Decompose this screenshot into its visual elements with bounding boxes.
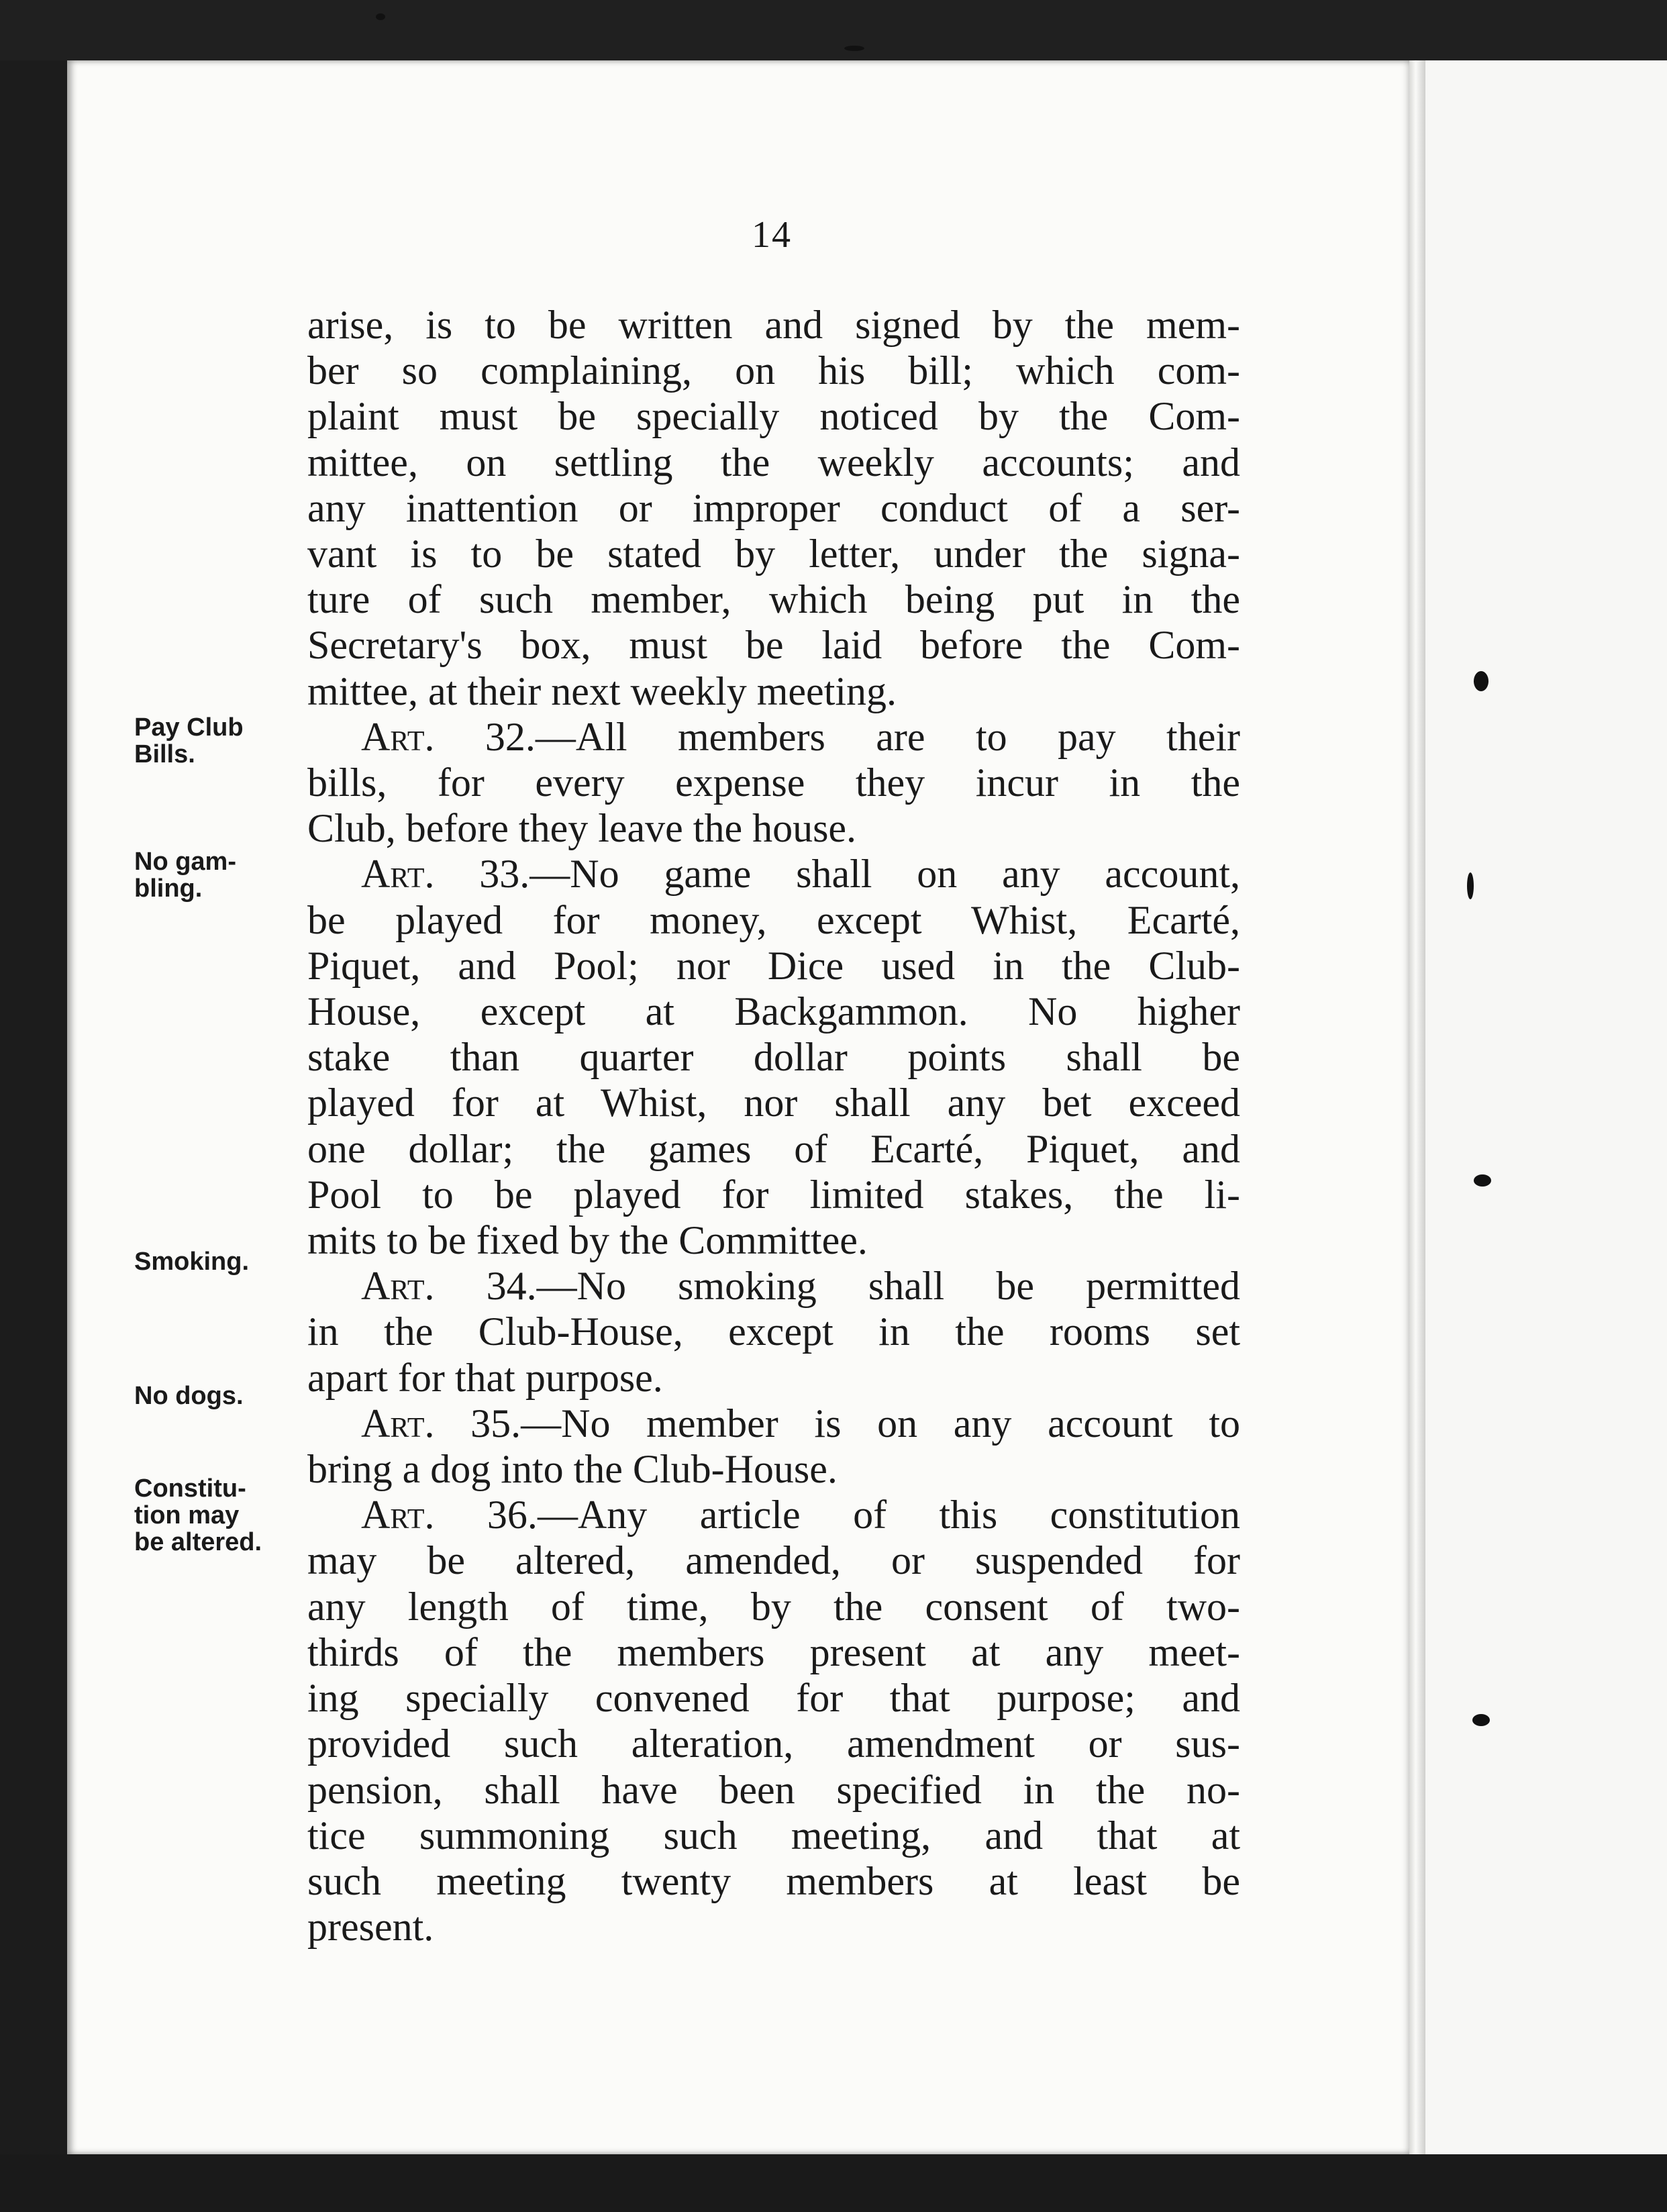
- text-line: apart for that purpose.: [307, 1355, 663, 1400]
- text-line: present.: [307, 1905, 434, 1950]
- text-line: House, except at Backgammon. No higher: [307, 989, 1240, 1034]
- article-text: —All members are to pay their: [535, 714, 1240, 759]
- text-line: stake than quarter dollar points shall be: [307, 1035, 1240, 1080]
- margin-note-constitution-altered: [134, 1475, 295, 1556]
- article-label: Art. 34.: [361, 1264, 537, 1309]
- text-line: mits to be fixed by the Committee.: [307, 1218, 868, 1263]
- text-line: tice summoning such meeting, and that at: [307, 1813, 1240, 1858]
- margin-note-line: tion may: [134, 1501, 240, 1529]
- text-line: in the Club-House, except in the rooms set: [307, 1309, 1240, 1354]
- text-line: provided such alteration, amendment or sus-: [307, 1721, 1240, 1766]
- text-line: any length of time, by the consent of two-: [307, 1584, 1240, 1629]
- margin-note-line: Bills.: [134, 740, 195, 768]
- adjacent-page: [1425, 60, 1667, 2154]
- margin-note-no-dogs: [134, 1382, 295, 1409]
- scan-speck: [1474, 671, 1488, 691]
- margin-note-pay-club-bills: [134, 714, 295, 768]
- text-line: Pool to be played for limited stakes, the li-: [307, 1172, 1240, 1217]
- text-line: arise, is to be written and signed by the mem-: [307, 303, 1240, 347]
- text-line: be played for money, except Whist, Ecarté,: [307, 897, 1240, 942]
- article-36-first-line: [307, 1492, 1240, 1538]
- text-line: bills, for every expense they incur in the: [307, 760, 1240, 805]
- article-label: Art. 36.: [361, 1493, 538, 1538]
- text-line: ing specially convened for that purpose; and: [307, 1676, 1240, 1721]
- margin-note-line: No dogs.: [134, 1382, 244, 1410]
- article-text: —No game shall on any account,: [529, 852, 1240, 897]
- scan-speck: [1474, 1174, 1491, 1187]
- margin-note-line: bling.: [134, 874, 203, 903]
- text-line: such meeting twenty members at least be: [307, 1858, 1240, 1903]
- margin-note-line: be altered.: [134, 1528, 262, 1556]
- text-line: thirds of the members present at any meet-: [307, 1629, 1240, 1674]
- scan-speck: [844, 46, 864, 51]
- text-line: ture of such member, which being put in the: [307, 577, 1240, 622]
- text-line: Piquet, and Pool; nor Dice used in the Club-: [307, 943, 1240, 988]
- article-label: Art. 32.: [361, 714, 536, 759]
- text-line: mittee, at their next weekly meeting.: [307, 668, 897, 713]
- text-line: Secretary's box, must be laid before the Com-: [307, 623, 1240, 668]
- text-line: one dollar; the games of Ecarté, Piquet, and: [307, 1126, 1240, 1171]
- article-33-first-line: [307, 851, 1240, 897]
- scan-speck: [1472, 1714, 1490, 1726]
- text-line: Club, before they leave the house.: [307, 806, 857, 851]
- text-line: bring a dog into the Club-House.: [307, 1447, 838, 1492]
- margin-note-line: Constitu-: [134, 1474, 246, 1503]
- scan-speck: [1467, 872, 1474, 899]
- margin-note-line: Pay Club: [134, 713, 244, 742]
- text-line: may be altered, amended, or suspended for: [307, 1538, 1240, 1583]
- scan-speck: [376, 13, 385, 20]
- text-line: mittee, on settling the weekly accounts; and: [307, 440, 1240, 485]
- article-label: Art. 33.: [361, 852, 530, 897]
- body-text: [307, 302, 1240, 1950]
- article-text: —No smoking shall be permitted: [536, 1264, 1240, 1309]
- article-label: Art. 35.: [361, 1401, 521, 1446]
- margin-note-smoking: [134, 1248, 295, 1275]
- text-line: pension, shall have been specified in the no-: [307, 1767, 1240, 1812]
- article-32-first-line: [307, 714, 1240, 760]
- text-line: played for at Whist, nor shall any bet exceed: [307, 1080, 1240, 1125]
- article-text: —No member is on any account to: [521, 1401, 1240, 1446]
- scan-background-bottom: [0, 2154, 1667, 2212]
- article-34-first-line: [307, 1263, 1240, 1309]
- text-line: plaint must be specially noticed by the Com-: [307, 394, 1240, 439]
- article-text: —Any article of this constitution: [537, 1493, 1240, 1538]
- page-spine: [1409, 60, 1425, 2154]
- text-line: ber so complaining, on his bill; which com-: [307, 348, 1240, 393]
- margin-note-line: Smoking.: [134, 1248, 250, 1276]
- scan-background-top: [0, 0, 1667, 60]
- article-35-first-line: [307, 1401, 1240, 1446]
- text-line: vant is to be stated by letter, under the signa-: [307, 532, 1240, 576]
- margin-note-line: No gam-: [134, 848, 236, 876]
- margin-note-no-gambling: [134, 848, 295, 902]
- text-line: any inattention or improper conduct of a ser-: [307, 485, 1240, 530]
- page-number: 14: [752, 214, 792, 256]
